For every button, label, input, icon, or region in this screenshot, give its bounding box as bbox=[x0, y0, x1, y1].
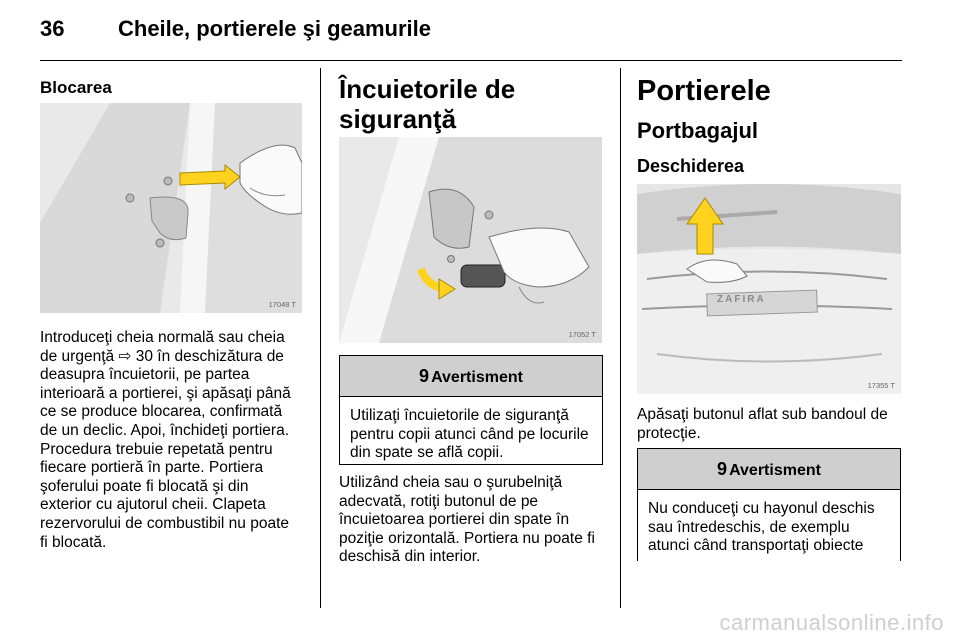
figure-code: 17052 T bbox=[568, 330, 596, 339]
warning-icon: 9 bbox=[717, 459, 728, 479]
section-heading-locking: Blocarea bbox=[40, 78, 112, 97]
figure-child-lock bbox=[339, 137, 602, 343]
locking-paragraph: Introduceţi cheia normală sau cheia de urgenţă ⇨ 30 în deschizătura de deasupra încuietorii, pe partea interioară a portierei, şi apăsaţi până ce se produce blocarea, confirmată de un declic. Apoi, închideţi portiera. Procedura trebuie repetată pentru fiecare portieră în parte. Portiera şoferului poate fi blocată şi din exterior cu ajutorul cheii. Clapeta rezervorului de combustibil nu poate fi blocată. bbox=[40, 329, 291, 551]
section-heading-opening: Deschiderea bbox=[637, 156, 745, 176]
column-divider-2 bbox=[620, 68, 621, 608]
warning-text: Utilizaţi încuietorile de siguranţă pentru copii atunci când pe locurile din spate se află copii. bbox=[350, 407, 589, 462]
figure-door-lock-key bbox=[40, 103, 302, 313]
child-locks-paragraph: Utilizând cheia sau o şurubelniţă adecvată, rotiţi butonul de pe încuietoarea portierei din spate în poziţie orizontală. Portiera nu poate fi deschisă din interior. bbox=[339, 474, 595, 566]
warning-header: 9 Avertisment bbox=[340, 356, 602, 397]
figure-tailgate-opening bbox=[637, 184, 901, 394]
header-divider bbox=[40, 60, 902, 61]
watermark: carmanualsonline.info bbox=[719, 610, 944, 635]
warning-text: Nu conduceţi cu hayonul deschis sau întredeschis, de exemplu atunci când transportaţi obiecte bbox=[648, 500, 875, 555]
page-number: 36 bbox=[40, 16, 65, 41]
license-plate-text: ZAFIRA bbox=[717, 294, 766, 305]
figure-code: 17048 T bbox=[268, 300, 296, 309]
section-heading-tailgate: Portbagajul bbox=[637, 118, 759, 143]
opening-paragraph: Apăsaţi butonul aflat sub bandoul de protecţie. bbox=[637, 406, 888, 442]
section-heading-doors: Portierele bbox=[637, 75, 771, 107]
warning-box-child-locks bbox=[339, 355, 603, 465]
warning-icon: 9 bbox=[419, 366, 430, 386]
section-heading-child-locks: Încuietorile de siguranţă bbox=[339, 74, 516, 134]
chapter-title: Cheile, portierele şi geamurile bbox=[118, 16, 432, 41]
warning-box-tailgate bbox=[637, 448, 901, 561]
figure-code: 17355 T bbox=[867, 381, 895, 390]
warning-header: 9 Avertisment bbox=[638, 449, 900, 490]
column-divider-1 bbox=[320, 68, 321, 608]
